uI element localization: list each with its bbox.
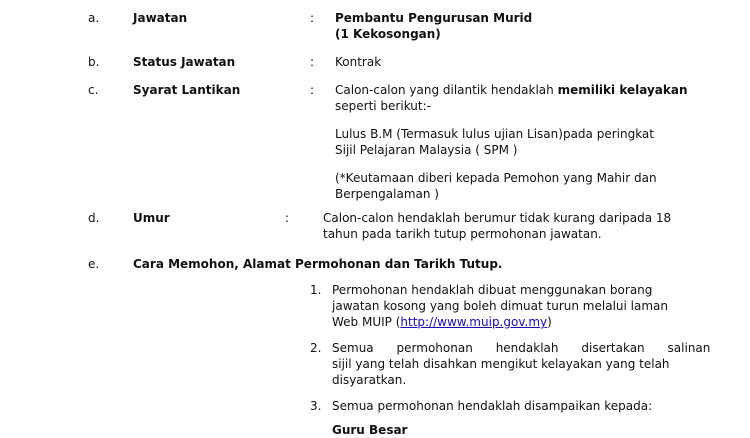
- item-3-line-2: Guru Besar: [332, 423, 408, 437]
- requirement-note-line-1: (*Keutamaan diberi kepada Pemohon yang Mahir dan: [335, 171, 657, 185]
- requirement-emphasis: memiliki kelayakan: [557, 83, 688, 97]
- section-c-label: Syarat Lantikan: [133, 83, 241, 97]
- section-b-label: Status Jawatan: [133, 55, 236, 69]
- section-c-colon: :: [310, 83, 315, 97]
- item-1-line-3: Web MUIP (http://www.muip.gov.my): [332, 315, 552, 329]
- section-a-label: Jawatan: [133, 11, 188, 25]
- requirement-line-2: seperti berikut:-: [335, 99, 431, 113]
- requirement-line-3: Lulus B.M (Termasuk lulus ujian Lisan)pada peringkat: [335, 127, 654, 141]
- section-e-title: Cara Memohon, Alamat Permohonan dan Tarikh Tutup.: [133, 257, 503, 271]
- item-3-number: 3.: [310, 399, 322, 413]
- vacancy-count: (1 Kekosongan): [335, 27, 441, 41]
- age-requirement-line-1: Calon-calon hendaklah berumur tidak kurang daripada 18: [323, 211, 672, 225]
- item-1-number: 1.: [310, 283, 322, 297]
- job-status-value: Kontrak: [335, 55, 382, 69]
- job-title-value: Pembantu Pengurusan Murid: [335, 11, 533, 25]
- section-e-letter: e.: [88, 257, 100, 271]
- section-c-letter: c.: [88, 83, 99, 97]
- item-3-line-1: Semua permohonan hendaklah disampaikan kepada:: [332, 399, 653, 413]
- item-2-number: 2.: [310, 341, 322, 355]
- requirement-line-1: Calon-calon yang dilantik hendaklah memiliki kelayakan: [335, 83, 688, 97]
- section-b-letter: b.: [88, 55, 100, 69]
- section-d-label: Umur: [133, 211, 170, 225]
- muip-website-link[interactable]: http://www.muip.gov.my: [400, 315, 548, 329]
- age-requirement-line-2: tahun pada tarikh tutup permohonan jawatan.: [323, 227, 602, 241]
- item-1-line-1: Permohonan hendaklah dibuat menggunakan borang: [332, 283, 653, 297]
- section-a-letter: a.: [88, 11, 100, 25]
- section-d-letter: d.: [88, 211, 100, 225]
- item-2-line-3: disyaratkan.: [332, 373, 407, 387]
- item-1-line-2: jawatan kosong yang boleh dimuat turun melalui laman: [332, 299, 668, 313]
- requirement-line-4: Sijil Pelajaran Malaysia ( SPM ): [335, 143, 518, 157]
- item-2-line-2: sijil yang telah disahkan mengikut kelayakan yang telah: [332, 357, 670, 371]
- section-d-colon: :: [285, 211, 290, 225]
- item-2-line-1: Semua permohonan hendaklah disertakan salinan: [332, 341, 711, 355]
- requirement-note-line-2: Berpengalaman ): [335, 187, 439, 201]
- section-a-colon: :: [310, 11, 315, 25]
- section-b-colon: :: [310, 55, 315, 69]
